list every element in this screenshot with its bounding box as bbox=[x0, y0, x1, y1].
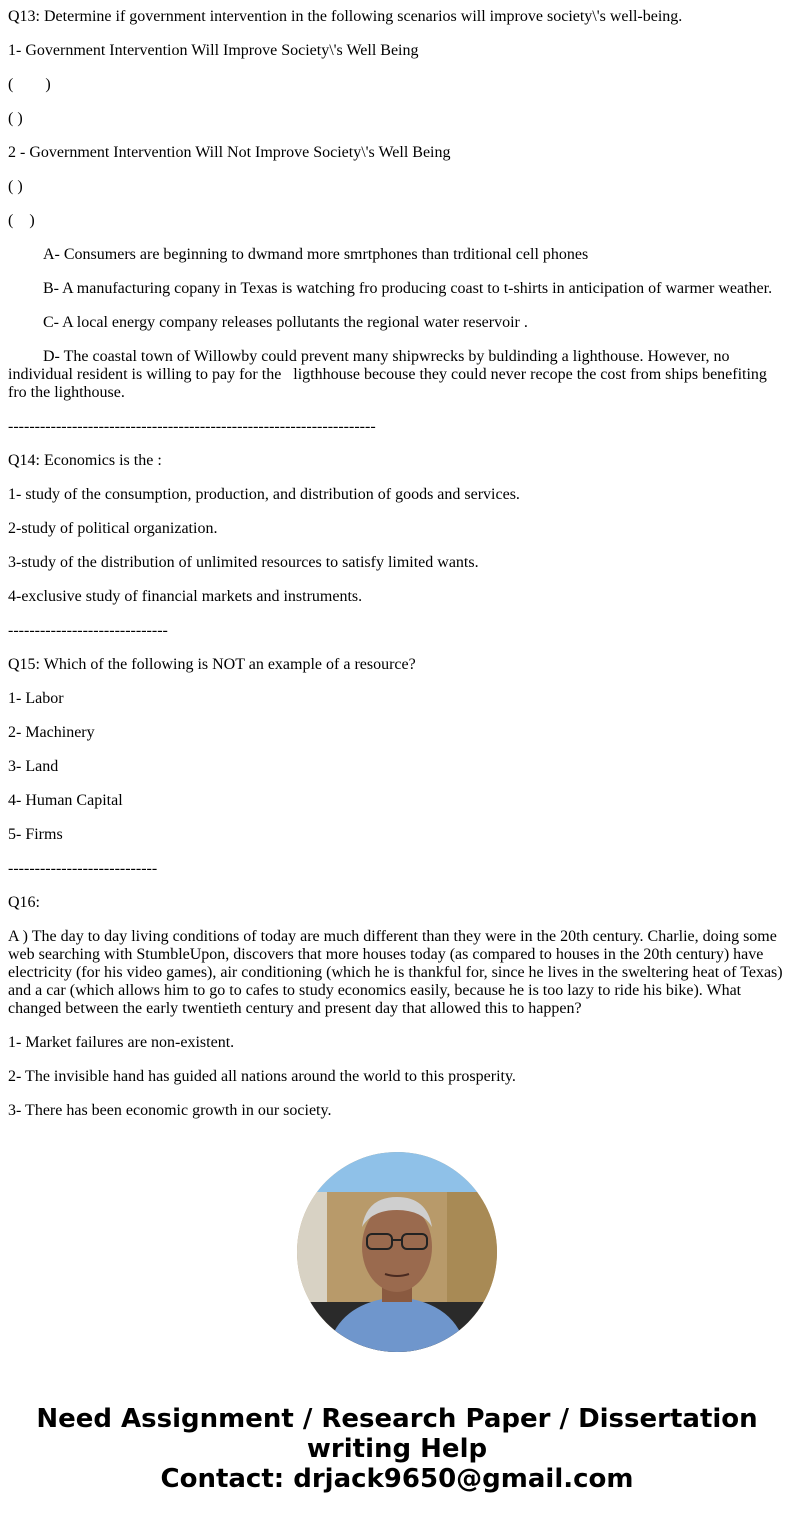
q14-option: 2-study of political organization. bbox=[8, 520, 218, 537]
separator: ---------------------------- bbox=[8, 860, 158, 877]
q13-scenario-d: D- The coastal town of Willowby could prevent many shipwrecks by buldinding a lighthouse. However, no individual resident is willing to pay for the ligthhouse becouse they could never recope the cost from ships benefiting fro the lighthouse. bbox=[8, 348, 771, 401]
footer-promo-text: Need Assignment / Research Paper / Dissertation writing Help bbox=[36, 1404, 758, 1464]
q16-option: 1- Market failures are non-existent. bbox=[8, 1034, 235, 1051]
q13-blank: ( ) bbox=[8, 110, 23, 127]
q16-question: Q16: bbox=[8, 894, 40, 911]
q15-option: 5- Firms bbox=[8, 826, 63, 843]
q15-option: 4- Human Capital bbox=[8, 792, 123, 809]
q16-option: 2- The invisible hand has guided all nations around the world to this prosperity. bbox=[8, 1068, 516, 1085]
q13-option-1: 1- Government Intervention Will Improve Society\'s Well Being bbox=[8, 42, 419, 59]
contact-footer bbox=[8, 1404, 786, 1494]
q16-passage: A ) The day to day living conditions of today are much different than they were in the 20th century. Charlie, doing some web searching with StumbleUpon, discovers that more houses today (as compared to houses in the 20th century) have electricity (for his video games), air conditioning (which he is thankful for, since he lives in the sweltering heat of Texas) and a car (which allows him to go to cafes to study economics easily, because he is too lazy to ride his bike). What changed between the early twentieth century and present day that allowed this to happen? bbox=[8, 928, 783, 1017]
q13-blank: ( ) bbox=[8, 212, 35, 229]
separator: --------------------------------------------------------------------- bbox=[8, 418, 376, 435]
q15-option: 3- Land bbox=[8, 758, 59, 775]
q14-option: 3-study of the distribution of unlimited resources to satisfy limited wants. bbox=[8, 554, 479, 571]
author-photo bbox=[297, 1152, 497, 1352]
q13-blank: ( ) bbox=[8, 76, 51, 93]
q15-option: 1- Labor bbox=[8, 690, 64, 707]
author-photo-container bbox=[8, 1152, 786, 1354]
q13-blank: ( ) bbox=[8, 178, 23, 195]
q13-scenario-b: B- A manufacturing copany in Texas is watching fro producing coast to t-shirts in anticipation of warmer weather. bbox=[43, 280, 773, 297]
q13-scenario-c: C- A local energy company releases pollutants the regional water reservoir . bbox=[43, 314, 528, 331]
q13-option-2: 2 - Government Intervention Will Not Improve Society\'s Well Being bbox=[8, 144, 451, 161]
q16-option: 3- There has been economic growth in our society. bbox=[8, 1102, 332, 1119]
q15-option: 2- Machinery bbox=[8, 724, 95, 741]
q13-scenario-a: A- Consumers are beginning to dwmand more smrtphones than trditional cell phones bbox=[43, 246, 589, 263]
footer-contact-email: Contact: drjack9650@gmail.com bbox=[160, 1464, 634, 1494]
q14-option: 4-exclusive study of financial markets and instruments. bbox=[8, 588, 363, 605]
q15-question: Q15: Which of the following is NOT an example of a resource? bbox=[8, 656, 416, 673]
q13-question: Q13: Determine if government intervention in the following scenarios will improve society\'s well-being. bbox=[8, 8, 683, 25]
separator: ------------------------------ bbox=[8, 622, 168, 639]
document bbox=[8, 8, 786, 1120]
q14-question: Q14: Economics is the : bbox=[8, 452, 162, 469]
q14-option: 1- study of the consumption, production, and distribution of goods and services. bbox=[8, 486, 520, 503]
